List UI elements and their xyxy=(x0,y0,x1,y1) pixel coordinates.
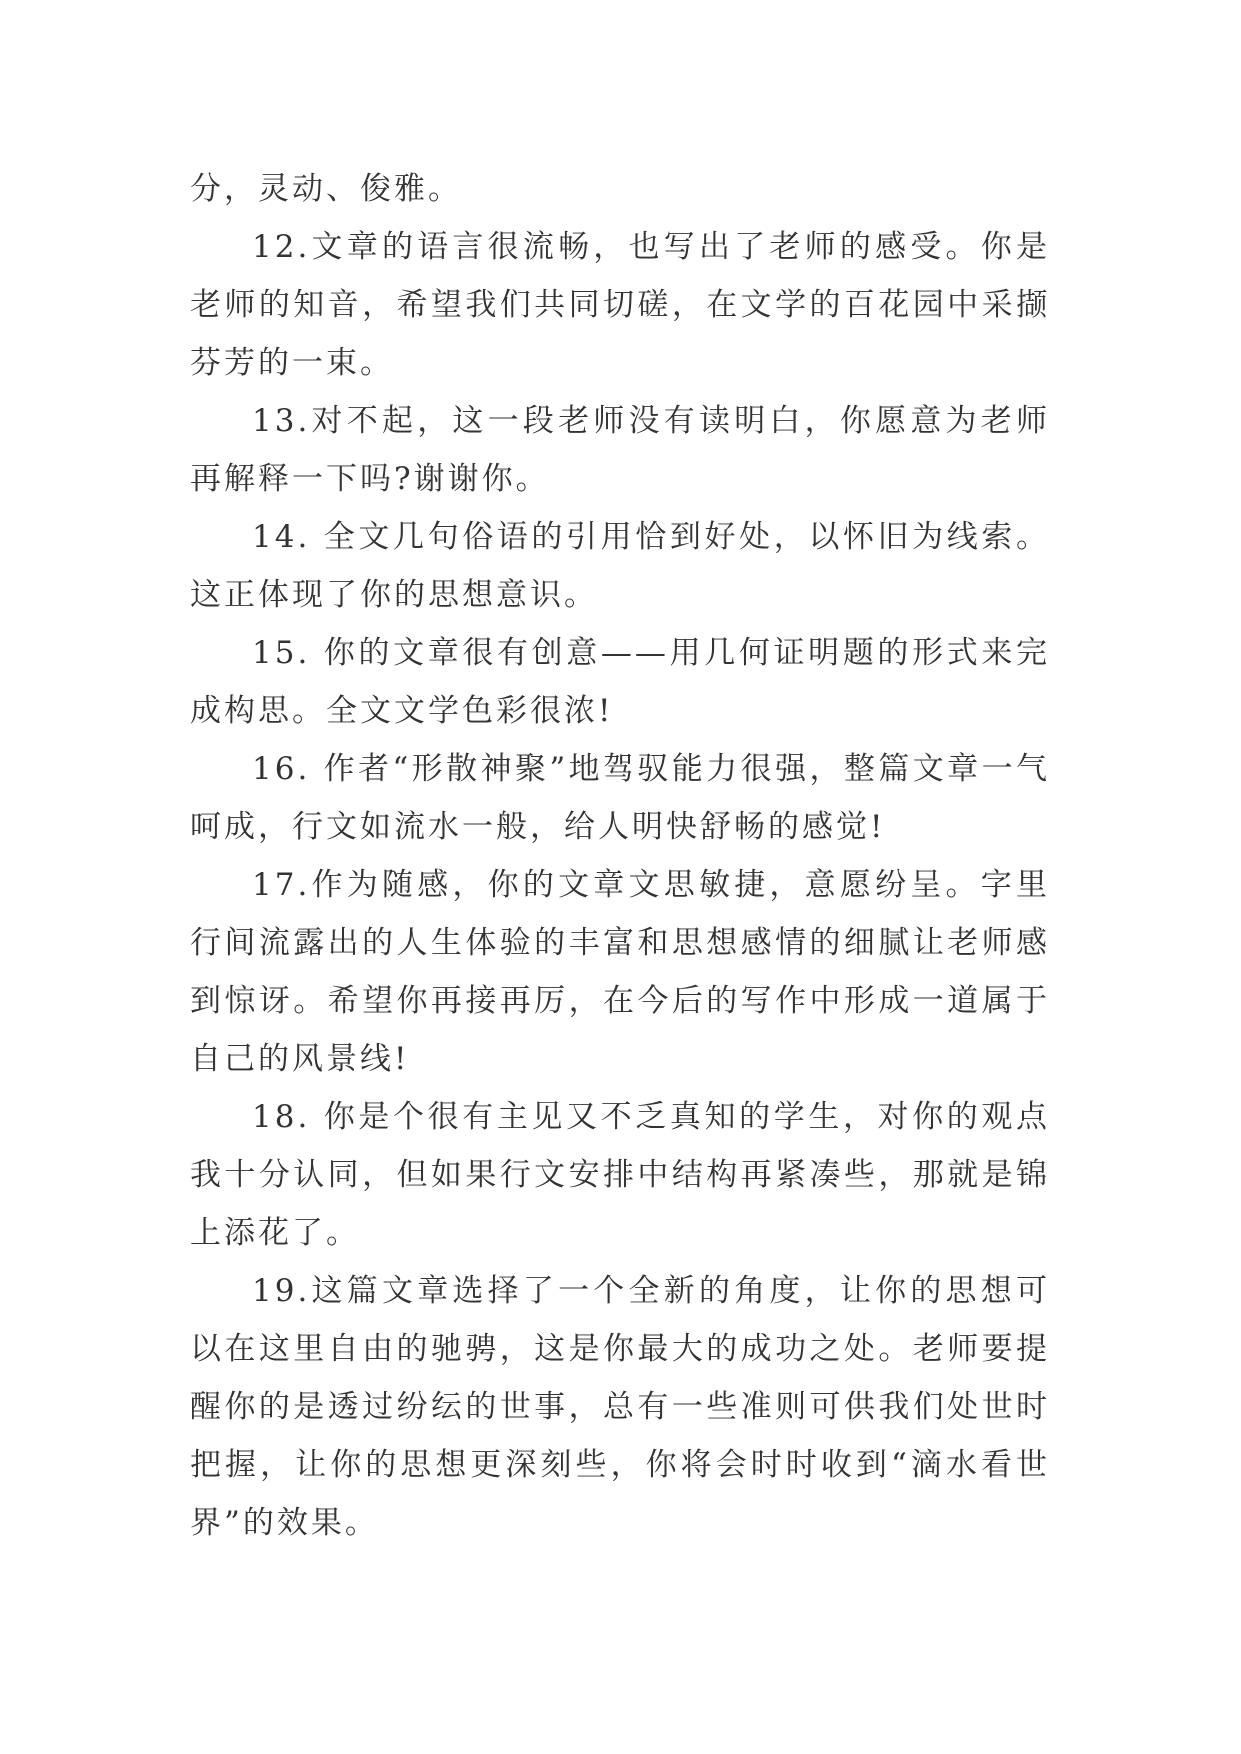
paragraph-item-15: 15. 你的文章很有创意——用几何证明题的形式来完成构思。全文文学色彩很浓! xyxy=(190,635,1050,729)
document-body xyxy=(190,160,1050,1552)
paragraph-item-14: 14. 全文几句俗语的引用恰到好处，以怀旧为线索。这正体现了你的思想意识。 xyxy=(190,519,1050,613)
paragraph-item-18: 18. 你是个很有主见又不乏真知的学生，对你的观点我十分认同，但如果行文安排中结构再紧凑些，那就是锦上添花了。 xyxy=(190,1099,1050,1251)
paragraph-continuation: 分，灵动、俊雅。 xyxy=(190,171,462,207)
paragraph-item-17: 17.作为随感，你的文章文思敏捷，意愿纷呈。字里行间流露出的人生体验的丰富和思想感情的细腻让老师感到惊讶。希望你再接再厉，在今后的写作中形成一道属于自己的风景线! xyxy=(190,867,1050,1077)
paragraph-item-19: 19.这篇文章选择了一个全新的角度，让你的思想可以在这里自由的驰骋，这是你最大的成功之处。老师要提醒你的是透过纷纭的世事，总有一些准则可供我们处世时把握，让你的思想更深刻些，你将会时时收到“滴水看世界”的效果。 xyxy=(190,1273,1050,1541)
paragraph-item-12: 12.文章的语言很流畅，也写出了老师的感受。你是老师的知音，希望我们共同切磋，在文学的百花园中采撷芬芳的一束。 xyxy=(190,229,1050,381)
paragraph-item-13: 13.对不起，这一段老师没有读明白，你愿意为老师再解释一下吗?谢谢你。 xyxy=(190,403,1050,497)
paragraph-item-16: 16. 作者“形散神聚”地驾驭能力很强，整篇文章一气呵成，行文如流水一般，给人明快舒畅的感觉! xyxy=(190,751,1050,845)
